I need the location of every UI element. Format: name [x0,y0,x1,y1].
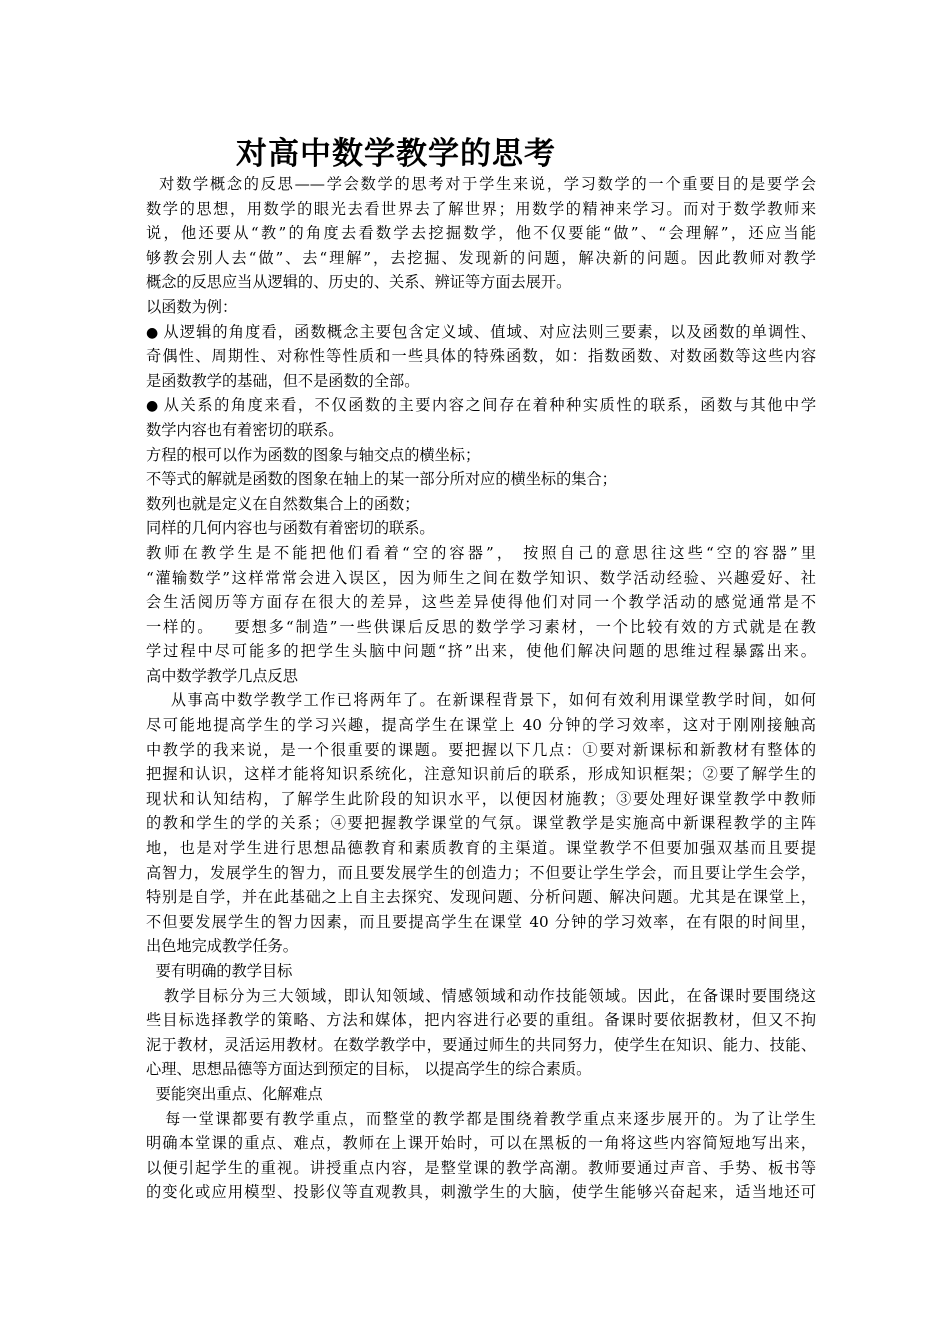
line-text: 以函数为例： [146,297,238,316]
text-line [146,713,816,738]
line-text: 每一堂课都要有教学重点，而整堂的教学都是围绕着教学重点来逐步展开的。为了让学生 [146,1109,816,1128]
line-text: 说，他还要从“教”的角度去看数学去挖掘数学，他不仅要能“做”、“会理解”，还应当能 [146,224,816,243]
line-text: 心理、思想品德等方面达到预定的目标， 以提高学生的综合素质。 [146,1060,592,1079]
line-text: 一样的。 要想多“制造”一些供课后反思的数学学习素材，一个比较有效的方式就是在教 [146,617,816,636]
line-text: 方程的根可以作为函数的图象与轴交点的横坐标； [146,445,481,464]
document-title: 对高中数学教学的思考 [236,136,556,172]
text-line [146,1156,816,1181]
text-line [146,369,816,394]
line-text: 概念的反思应当从逻辑的、历史的、关系、辨证等方面去展开。 [146,273,572,292]
text-line [146,664,816,689]
line-text: 出色地完成教学任务。 [146,937,298,956]
line-text: 数学的思想，用数学的眼光去看世界去了解世界；用数学的精神来学习。而对于数学教师来 [146,199,816,218]
line-text: 要有明确的教学目标 [146,962,293,980]
text-line [146,984,816,1009]
line-text: 现状和认知结构，了解学生此阶段的知识水平，以便因材施教；③要处理好课堂教学中教师 [146,789,816,808]
line-text: 把握和认识，这样才能将知识系统化，注意知识前后的联系，形成知识框架；②要了解学生的 [146,765,816,784]
text-line [146,811,816,836]
line-text: 地，也是对学生进行思想品德教育和素质教育的主渠道。课堂教学不但要加强双基而且要提 [146,839,816,858]
line-text: 同样的几何内容也与函数有着密切的联系。 [146,519,435,538]
text-line [146,639,816,664]
text-line [146,492,816,517]
text-line [146,688,816,713]
line-text: 从逻辑的角度看，函数概念主要包含定义域、值域、对应法则三要素，以及函数的单调性、 [163,322,816,341]
line-text: 高中数学教学几点反思 [146,666,298,685]
line-text: 中教学的我来说，是一个很重要的课题。要把握以下几点：①要对新课标和新教材有整体的 [146,740,816,759]
bullet-line [146,393,816,418]
text-line [146,1131,816,1156]
text-line [146,1082,816,1107]
line-text: 学过程中尽可能多的把学生头脑中问题“挤”出来，使他们解决问题的思维过程暴露出来。 [146,642,816,661]
text-line [146,443,816,468]
document-body [146,172,816,1205]
text-line [146,762,816,787]
text-line [146,516,816,541]
line-text: 以便引起学生的重视。讲授重点内容，是整堂课的教学高潮。教师要通过声音、手势、板书等 [146,1158,816,1177]
line-text: 不等式的解就是函数的图象在轴上的某一部分所对应的横坐标的集合； [146,470,617,489]
line-text: 对数学概念的反思——学会数学的思考对于学生来说，学习数学的一个重要目的是要学会 [146,175,816,193]
line-text: 泥于教材，灵活运用教材。在数学教学中，要通过师生的共同努力，使学生在知识、能力、技能、 [146,1035,816,1054]
text-line [146,934,816,959]
line-text: “灌输数学”这样常常会进入误区，因为师生之间在数学知识、数学活动经验、兴趣爱好、社 [146,568,816,587]
line-text: 些目标选择教学的策略、方法和媒体，把内容进行必要的重组。备课时要依据教材，但又不拘 [146,1011,816,1030]
line-text: 数学内容也有着密切的联系。 [146,420,344,439]
text-line [146,910,816,935]
line-text: 够教会别人去“做”、去“理解”，去挖掘、发现新的问题，解决新的问题。因此教师对教学 [146,248,816,267]
line-text: 要能突出重点、化解难点 [146,1084,323,1103]
line-text: 教师在教学生是不能把他们看着“空的容器”， 按照自己的意思往这些“空的容器”里 [146,543,816,562]
line-text: 的教和学生的学的关系；④要把握教学课堂的气氛。课堂教学是实施高中新课程教学的主阵 [146,814,816,833]
line-text: 从关系的角度来看，不仅函数的主要内容之间存在着种种实质性的联系，函数与其他中学 [163,396,817,415]
text-line [146,344,816,369]
bullet-line [146,320,816,345]
line-text: 明确本堂课的重点、难点，教师在上课开始时，可以在黑板的一角将这些内容简短地写出来， [146,1134,816,1153]
line-text: 教学目标分为三大领域，即认知领域、情感领域和动作技能领域。因此，在备课时要围绕这 [146,986,816,1005]
line-text: 不但要发展学生的智力因素，而且要提高学生在课堂 40 分钟的学习效率，在有限的时间里， [146,912,816,931]
text-line [146,418,816,443]
text-line [146,172,816,197]
line-text: 奇偶性、周期性、对称性等性质和一些具体的特殊函数，如：指数函数、对数函数等这些内容 [146,347,816,366]
line-text: 数列也就是定义在自然数集合上的函数； [146,494,420,513]
line-text: 从事高中数学教学工作已将两年了。在新课程背景下，如何有效利用课堂教学时间，如何 [146,691,816,710]
text-line [146,1057,816,1082]
line-text: 的变化或应用模型、投影仪等直观教具，刺激学生的大脑，使学生能够兴奋起来，适当地还可 [146,1183,816,1202]
text-line [146,295,816,320]
line-text: 是函数教学的基础，但不是函数的全部。 [146,371,420,390]
text-line [146,738,816,763]
text-line [146,1008,816,1033]
text-line [146,541,816,566]
text-line [146,221,816,246]
text-line [146,270,816,295]
bullet-icon: ● [146,398,160,415]
text-line [146,959,816,984]
text-line [146,615,816,640]
text-line [146,467,816,492]
text-line [146,566,816,591]
text-line [146,1033,816,1058]
text-line [146,197,816,222]
line-text: 高智力，发展学生的智力，而且要发展学生的创造力；不但要让学生学会，而且要让学生会学， [146,863,816,882]
text-line [146,885,816,910]
line-text: 尽可能地提高学生的学习兴趣，提高学生在课堂上 40 分钟的学习效率，这对于刚刚接触高 [146,716,816,735]
text-line [146,246,816,271]
text-line [146,1180,816,1205]
text-line [146,1107,816,1132]
text-line [146,787,816,812]
text-line [146,861,816,886]
text-line [146,590,816,615]
line-text: 特别是自学，并在此基础之上自主去探究、发现问题、分析问题、解决问题。尤其是在课堂上， [146,888,816,907]
bullet-icon: ● [146,324,160,341]
text-line [146,836,816,861]
line-text: 会生活阅历等方面存在很大的差异，这些差异使得他们对同一个教学活动的感觉通常是不 [146,593,816,612]
